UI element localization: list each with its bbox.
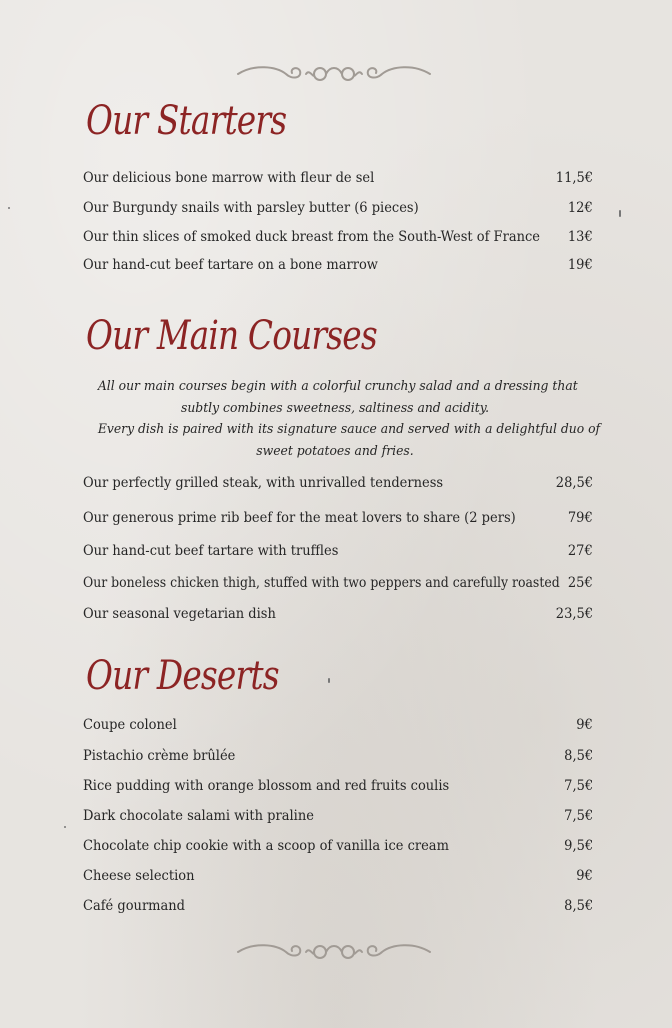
item-name: Our boneless chicken thigh, stuffed with two peppers and carefully roasted xyxy=(83,575,560,591)
menu-item xyxy=(83,606,593,628)
item-name: Our generous prime rib beef for the meat lovers to share (2 pers) xyxy=(83,510,516,526)
menu-item xyxy=(83,200,593,222)
menu-item xyxy=(83,170,593,192)
item-price: 7,5€ xyxy=(564,808,593,824)
intro-line: sweet potatoes and fries. xyxy=(256,443,414,459)
item-price: 8,5€ xyxy=(564,898,593,914)
item-price: 9€ xyxy=(576,717,593,733)
item-name: Dark chocolate salami with praline xyxy=(83,808,314,824)
item-name: Our seasonal vegetarian dish xyxy=(83,606,276,622)
menu-item xyxy=(83,748,593,770)
item-name: Cheese selection xyxy=(83,868,195,884)
paper-speck xyxy=(619,210,621,217)
item-name: Our Burgundy snails with parsley butter (6 pieces) xyxy=(83,200,419,216)
item-price: 23,5€ xyxy=(555,606,593,622)
item-price: 27€ xyxy=(568,543,593,559)
item-name: Rice pudding with orange blossom and red fruits coulis xyxy=(83,778,450,794)
menu-item xyxy=(83,475,593,497)
paper-speck xyxy=(8,207,10,209)
item-price: 28,5€ xyxy=(555,475,593,491)
item-name: Chocolate chip cookie with a scoop of vanilla ice cream xyxy=(83,838,449,854)
menu-item xyxy=(83,257,593,279)
item-price: 8,5€ xyxy=(564,748,593,764)
top-scroll-ornament-icon xyxy=(234,62,434,86)
item-price: 19€ xyxy=(568,257,593,273)
item-price: 13€ xyxy=(568,229,593,245)
item-name: Our hand-cut beef tartare with truffles xyxy=(83,543,339,559)
menu-item xyxy=(83,229,593,251)
menu-item xyxy=(83,838,593,860)
item-name: Our delicious bone marrow with fleur de sel xyxy=(83,170,375,186)
item-price: 25€ xyxy=(568,575,593,591)
item-name: Our perfectly grilled steak, with unrivalled tenderness xyxy=(83,475,444,491)
item-price: 12€ xyxy=(568,200,593,216)
menu-item xyxy=(83,868,593,890)
item-name: Pistachio crème brûlée xyxy=(83,748,236,764)
intro-line: All our main courses begin with a colorful crunchy salad and a dressing that xyxy=(97,379,578,394)
intro-line: subtly combines sweetness, saltiness and acidity. xyxy=(180,400,490,416)
item-name: Coupe colonel xyxy=(83,717,177,733)
item-price: 9,5€ xyxy=(564,838,593,854)
menu-item xyxy=(83,717,593,739)
item-name: Our thin slices of smoked duck breast from the South-West of France xyxy=(83,229,540,245)
menu-item xyxy=(83,575,593,597)
menu-item xyxy=(83,510,593,532)
item-price: 7,5€ xyxy=(564,778,593,794)
paper-speck xyxy=(328,678,330,683)
menu-item xyxy=(83,808,593,830)
item-price: 11,5€ xyxy=(555,170,593,186)
section-title-desserts: Our Deserts xyxy=(86,653,279,699)
menu-item xyxy=(83,778,593,800)
item-price: 79€ xyxy=(568,510,593,526)
menu-item xyxy=(83,898,593,920)
item-name: Café gourmand xyxy=(83,898,186,914)
menu-item xyxy=(83,543,593,565)
section-title-main-courses: Our Main Courses xyxy=(86,313,377,359)
section-title-starters: Our Starters xyxy=(86,98,287,144)
paper-speck xyxy=(64,826,66,828)
intro-line: Every dish is paired with its signature sauce and served with a delightful duo of xyxy=(97,422,601,437)
main-courses-intro xyxy=(80,376,601,462)
item-name: Our hand-cut beef tartare on a bone marrow xyxy=(83,257,378,273)
bottom-scroll-ornament-icon xyxy=(234,940,434,964)
item-price: 9€ xyxy=(576,868,593,884)
